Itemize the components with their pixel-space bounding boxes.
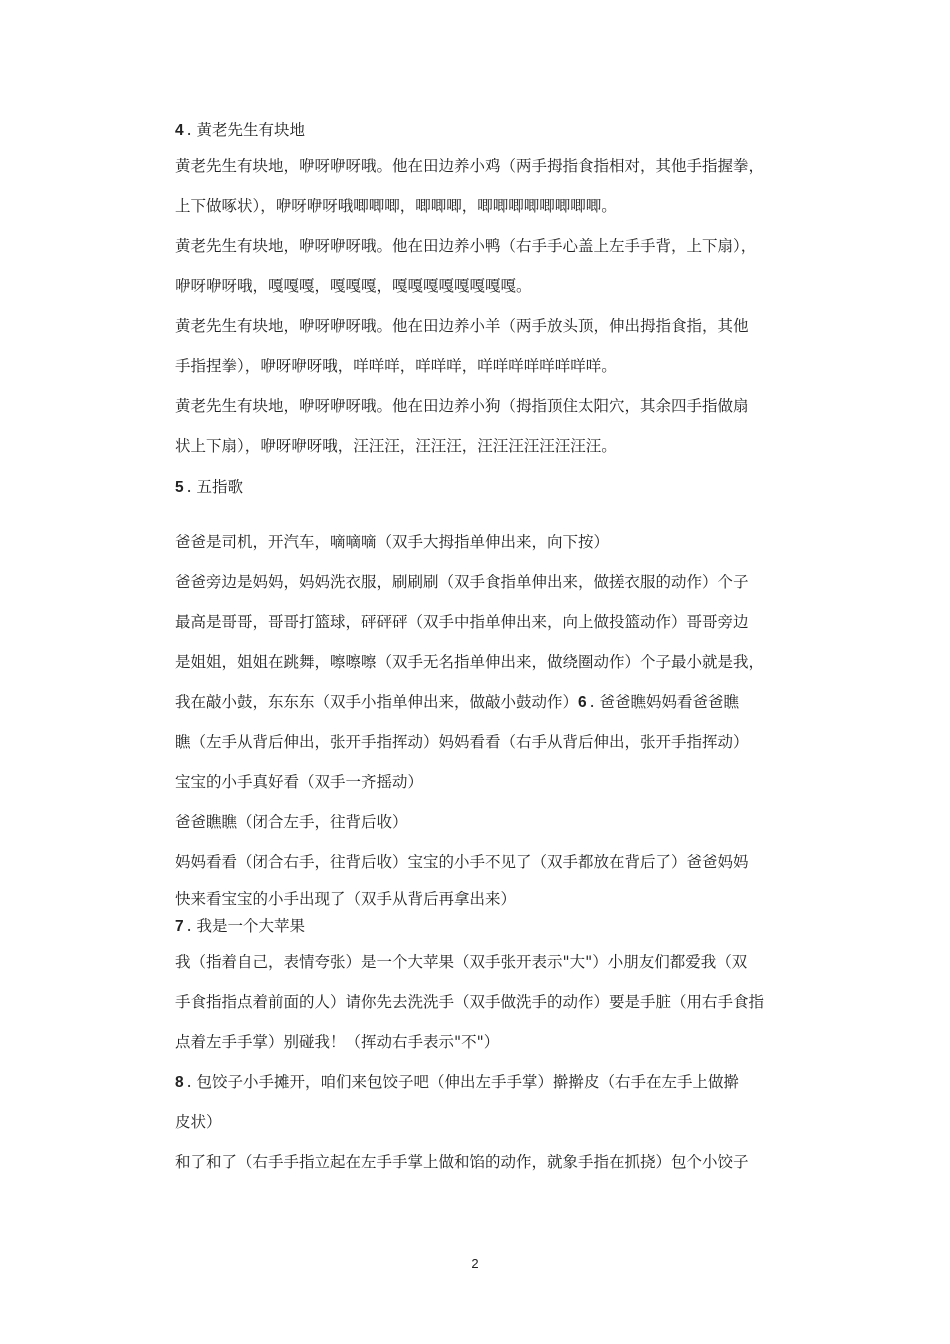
paragraph-line: 爸爸是司机，开汽车，嘀嘀嘀（双手大拇指单伸出来，向下按）: [175, 533, 610, 551]
paragraph-line: 爸爸瞧瞧（闭合左手，往背后收）: [175, 813, 408, 831]
section-5-heading: 5 . 五指歌: [175, 478, 243, 496]
paragraph-line: 爸爸旁边是妈妈，妈妈洗衣服，刷刷刷（双手食指单伸出来，做搓衣服的动作）个子: [175, 573, 749, 591]
section-6-start-text: 爸爸瞧妈妈看爸爸瞧: [599, 693, 740, 711]
section-number: 5: [175, 479, 184, 496]
paragraph-line: 黄老先生有块地，咿呀咿呀哦。他在田边养小狗（拇指顶住太阳穴，其余四手指做扇: [175, 397, 749, 415]
paragraph-line: 咿呀咿呀哦，嘎嘎嘎，嘎嘎嘎，嘎嘎嘎嘎嘎嘎嘎嘎。: [175, 277, 532, 295]
paragraph-line: 我在敲小鼓，东东东（双手小指单伸出来，做敲小鼓动作）6 . 爸爸瞧妈妈看爸爸瞧: [175, 693, 740, 711]
paragraph-line: 我（指着自己，表情夸张）是一个大苹果（双手张开表示"大"）小朋友们都爱我（双: [175, 953, 748, 971]
paragraph-line: 黄老先生有块地，咿呀咿呀哦。他在田边养小羊（两手放头顶，伸出拇指食指，其他: [175, 317, 749, 335]
section-number: 7: [175, 918, 184, 935]
paragraph-line: 状上下扇），咿呀咿呀哦，汪汪汪，汪汪汪，汪汪汪汪汪汪汪汪。: [175, 437, 617, 455]
section-number: 4: [175, 122, 184, 139]
paragraph-line: 手食指指点着前面的人）请你先去洗洗手（双手做洗手的动作）要是手脏（用右手食指: [175, 993, 765, 1011]
paragraph-line: 瞧（左手从背后伸出，张开手指挥动）妈妈看看（右手从背后伸出，张开手指挥动）: [175, 733, 749, 751]
section-title: 我是一个大苹果: [196, 917, 305, 935]
section-title: 黄老先生有块地: [196, 121, 305, 139]
section-number: 8: [175, 1074, 184, 1091]
paragraph-line: 宝宝的小手真好看（双手一齐摇动）: [175, 773, 424, 791]
section-8-start-text: 包饺子小手摊开，咱们来包饺子吧（伸出左手手掌）擀擀皮（右手在左手上做擀: [196, 1073, 739, 1091]
paragraph-line: 上下做啄状），咿呀咿呀哦唧唧唧，唧唧唧，唧唧唧唧唧唧唧唧。: [175, 197, 617, 215]
page-number: 2: [471, 1256, 479, 1271]
paragraph-line: 是姐姐，姐姐在跳舞，嚓嚓嚓（双手无名指单伸出来，做绕圈动作）个子最小就是我，: [175, 653, 765, 671]
paragraph-line: 和了和了（右手手指立起在左手手掌上做和馅的动作，就象手指在抓挠）包个小饺子: [175, 1153, 749, 1171]
paragraph-line: 手指捏拳），咿呀咿呀哦，咩咩咩，咩咩咩，咩咩咩咩咩咩咩咩。: [175, 357, 617, 375]
paragraph-line: 皮状）: [175, 1113, 222, 1131]
section-4-heading: 4 . 黄老先生有块地: [175, 121, 305, 139]
section-8-heading: 8 . 包饺子小手摊开，咱们来包饺子吧（伸出左手手掌）擀擀皮（右手在左手上做擀: [175, 1073, 739, 1091]
section-7-heading: 7 . 我是一个大苹果: [175, 917, 305, 935]
paragraph-line: 黄老先生有块地，咿呀咿呀哦。他在田边养小鸡（两手拇指食指相对，其他手指握拳，: [175, 157, 765, 175]
paragraph-line: 快来看宝宝的小手出现了（双手从背后再拿出来）: [175, 890, 517, 908]
section-5-last-text: 我在敲小鼓，东东东（双手小指单伸出来，做敲小鼓动作）: [175, 693, 579, 711]
paragraph-line: 点着左手手掌）别碰我！（挥动右手表示"不"）: [175, 1033, 500, 1051]
paragraph-line: 黄老先生有块地，咿呀咿呀哦。他在田边养小鸭（右手手心盖上左手手背，上下扇），: [175, 237, 757, 255]
section-number: 6: [578, 694, 587, 711]
paragraph-line: 最高是哥哥，哥哥打篮球，砰砰砰（双手中指单伸出来，向上做投篮动作）哥哥旁边: [175, 613, 749, 631]
section-title: 五指歌: [196, 478, 243, 496]
paragraph-line: 妈妈看看（闭合右手，往背后收）宝宝的小手不见了（双手都放在背后了）爸爸妈妈: [175, 853, 749, 871]
